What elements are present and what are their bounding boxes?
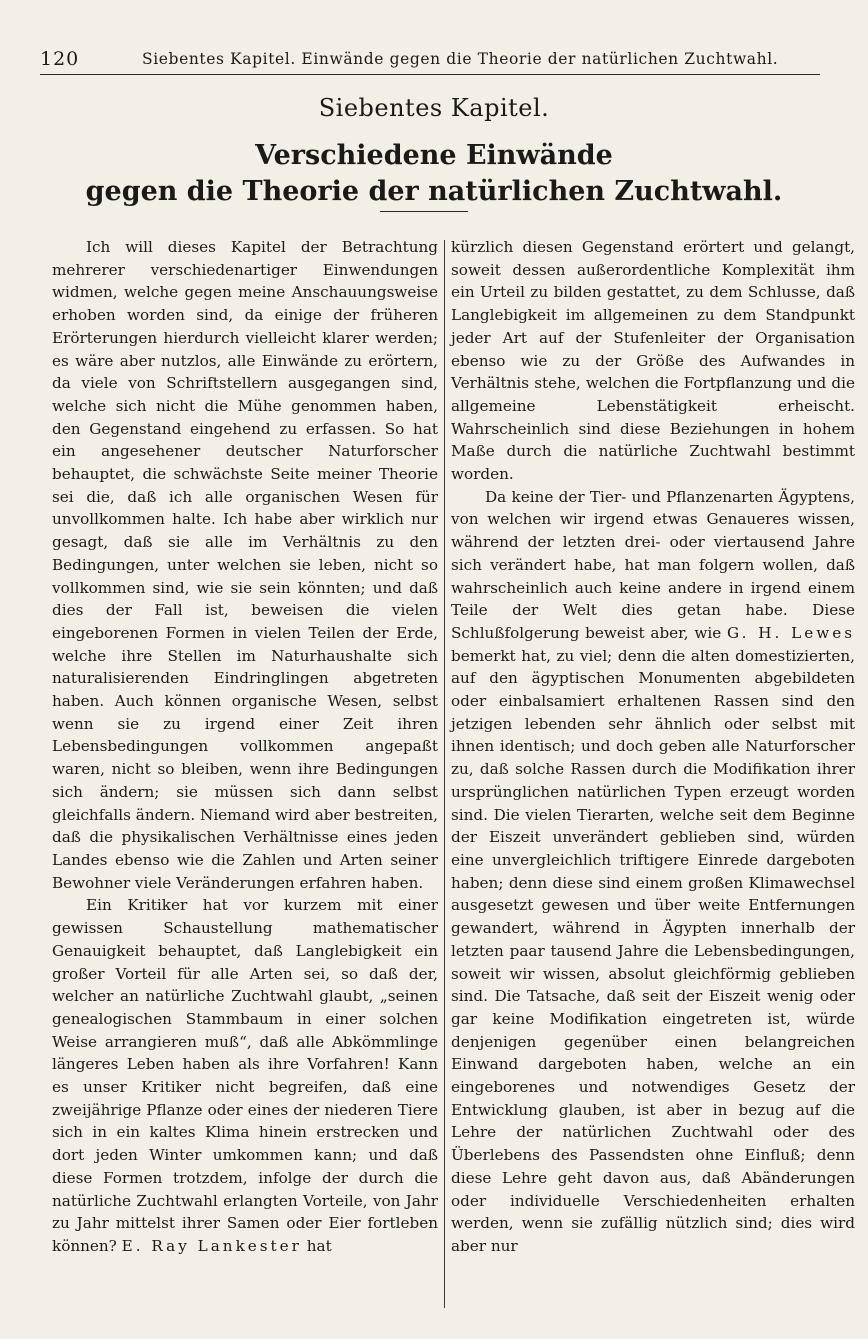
paragraph: Ich will dieses Kapitel der Betrachtung mehrerer verschiedenartiger Einwendungen widmen, welche gegen meine Anschauungsweise erhoben worden sind, da einige der früheren Erörterungen hierdurch vielleicht klarer werden; es wäre aber nutzlos, alle Einwände zu erörtern, da viele von Schriftstellern ausgegangen sind, welche sich nicht die Mühe genommen haben, den Gegenstand eingehend zu erfassen. So hat ein angesehener deutscher Naturforscher behauptet, die schwächste Seite meiner Theorie sei die, daß ich alle organischen Wesen für unvollkommen halte. Ich habe aber wirklich nur gesagt, daß sie alle im Verhältnis zu den Bedingungen, unter welchen sie leben, nicht so vollkommen sind, wie sie sein könnten; und daß dies der Fall ist, beweisen die vielen eingeborenen Formen in vielen Teilen der Erde, welche ihre Stellen im Naturhaushalte sich naturalisierenden Eindringlingen abgetreten haben. Auch können organische Wesen, selbst wenn sie zu irgend einer Zeit ihren Lebensbedingungen vollkommen angepaßt waren, nicht so bleiben, wenn ihre Bedingungen sich ändern; sie müssen sich dann selbst gleichfalls ändern. Niemand wird aber bestreiten, daß die physikalischen Verhältnisse eines jeden Landes ebenso wie die Zahlen und Arten seiner Bewohner viele Veränderungen erfahren haben.	[52, 238, 438, 892]
title-rule	[380, 211, 468, 212]
paragraph-text: hat	[306, 1236, 332, 1255]
paragraph-continuation: kürzlich diesen Gegenstand erörtert und gelangt, soweit dessen außerordentliche Komplexität ihm ein Urteil zu bilden gestattet, zu dem Schlusse, daß Langlebigkeit im allgemeinen zu dem Standpunkt jeder Art auf der Stufenleiter der Organisation ebenso wie zu der Größe des Aufwandes in Verhältnis stehe, welchen die Fortpflanzung und die allgemeine Lebenstätigkeit erheischt. Wahrscheinlich sind diese Beziehungen in hohem Maße durch die natürliche Zuchtwahl bestimmt worden.	[451, 238, 855, 484]
chapter-label: Siebentes Kapitel.	[318, 94, 550, 122]
paragraph	[451, 486, 855, 1258]
page-number: 120	[40, 48, 80, 70]
paragraph-text: Ein Kritiker hat vor kurzem mit einer gewissen Schaustellung mathematischer Genauigkeit behauptet, daß Langlebigkeit ein großer Vorteil für alle Arten sei, so daß der, welcher an natürliche Zuchtwahl glaubt, „seinen genealogischen Stammbaum in einer solchen Weise arrangieren muß“, daß alle Abkömmlinge längeres Leben haben als ihre Vorfahren! Kann es unser Kritiker nicht begreifen, daß eine zweijährige Pflanze oder eines der niederen Tiere sich in ein kaltes Klima hinein erstrecken und dort jeden Winter umkommen kann; und daß diese Formen trotzdem, infolge der durch die natürliche Zuchtwahl erlangten Vorteile, von Jahr zu Jahr mittelst ihrer Samen oder Eier fortleben können?	[52, 896, 438, 1255]
paragraph	[52, 894, 438, 1257]
chapter-title	[0, 138, 868, 210]
running-head	[40, 44, 820, 75]
paragraph-text: Da keine der Tier- und Pflanzenarten Ägyptens, von welchen wir irgend etwas Genaueres wissen, während der letzten drei- oder viertausend Jahre sich verändert habe, hat man folgern wollen, daß wahrscheinlich auch keine andere in irgend einem Teile der Welt dies getan habe. Diese Schlußfolgerung beweist aber, wie	[451, 487, 855, 642]
column-divider	[444, 240, 445, 1308]
chapter-title-line-2: gegen die Theorie der natürlichen Zuchtwahl.	[85, 176, 783, 207]
author-name: E. Ray Lankester	[121, 1236, 302, 1255]
paragraph-text: bemerkt hat, zu viel; denn die alten domestizierten, auf den ägyptischen Monumenten abgebildeten oder einbalsamiert erhaltenen Rassen sind den jetzigen lebenden sehr ähnlich oder selbst mit ihnen identisch; und doch geben alle Naturforscher zu, daß solche Rassen durch die Modifikation ihrer ursprünglichen natürlichen Typen erzeugt worden sind. Die vielen Tierarten, welche seit dem Beginne der Eiszeit unverändert geblieben sind, würden eine unvergleichlich triftigere Einrede dargeboten haben; denn diese sind einem großen Klimawechsel ausgesetzt gewesen und über weite Entfernungen gewandert, während in Ägypten innerhalb der letzten paar tausend Jahre die Lebensbedingungen, soweit wir wissen, absolut gleichförmig geblieben sind. Die Tatsache, daß seit der Eiszeit wenig oder gar keine Modifikation eingetreten ist, würde denjenigen gegenüber einen belangreichen Einwand dargeboten haben, welche an ein eingeborenes und notwendiges Gesetz der Entwicklung glauben, ist aber in bezug auf die Lehre der natürlichen Zuchtwahl oder des Überlebens des Passendsten ohne Einfluß; denn diese Lehre geht davon aus, daß Abänderungen oder individuelle Verschiedenheiten erhalten werden, wenn sie zufällig nützlich sind; dies wird aber nur	[451, 646, 855, 1255]
author-name: G. H. Lewes	[727, 623, 855, 642]
text-column-left	[52, 236, 438, 1311]
chapter-title-line-1: Verschiedene Einwände	[255, 140, 613, 171]
text-column-right	[451, 236, 855, 1311]
running-title: Siebentes Kapitel. Einwände gegen die Theorie der natürlichen Zuchtwahl.	[142, 50, 779, 68]
